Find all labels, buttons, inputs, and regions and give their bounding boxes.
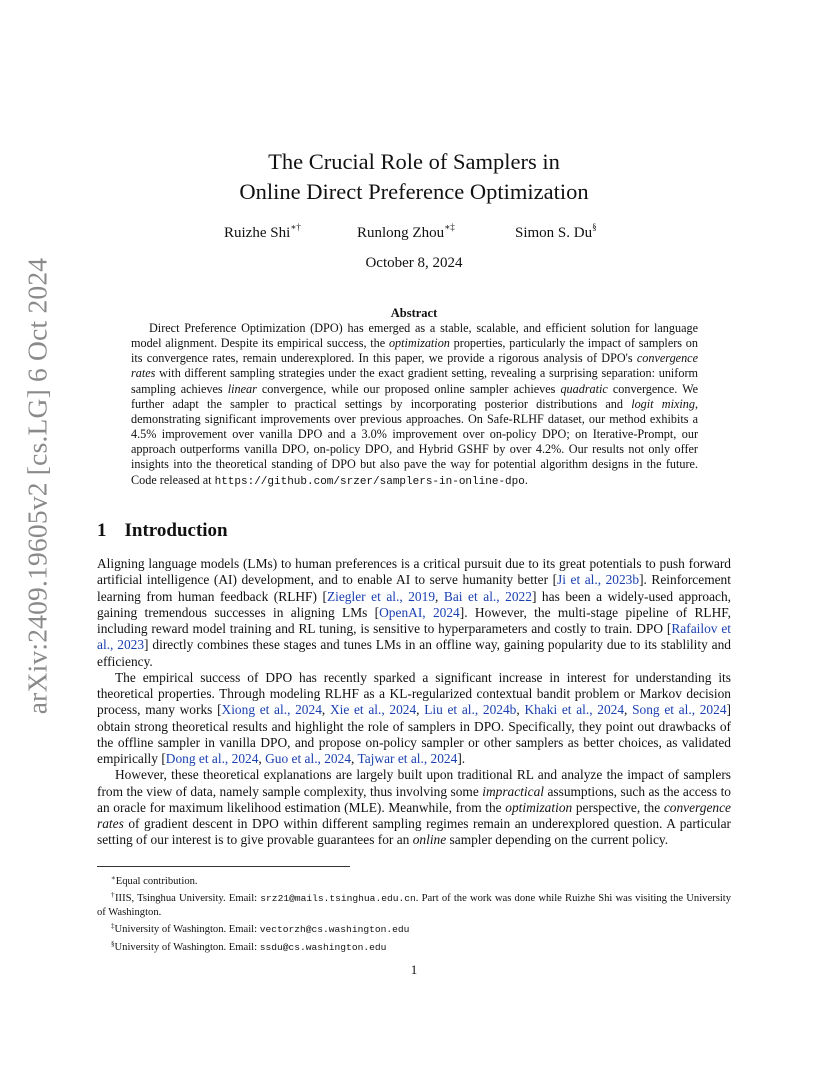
abstract-emph: convergence rates: [131, 351, 698, 381]
abstract-heading: Abstract: [390, 306, 438, 320]
citation-link[interactable]: Guo et al., 2024: [265, 751, 352, 766]
paper-date: October 8, 2024: [365, 255, 463, 271]
abstract-text: [131, 321, 698, 490]
citation-link[interactable]: Khaki et al., 2024: [524, 702, 625, 718]
text-seg: perspective, the: [572, 799, 664, 815]
text-seg: ]. Reinforcement learning from human feedback (RLHF) [: [97, 572, 731, 604]
footnote-email[interactable]: ssdu@cs.washington.edu: [259, 941, 387, 953]
footnote-email[interactable]: srz21@mails.tsinghua.edu.cn: [260, 893, 416, 905]
title-line-1: The Crucial Role of Samplers in: [268, 149, 560, 174]
text-seg: ] obtain strong theoretical results and highlight the role of samplers in DPO. Specifically, they point out drawbacks of the offline sampler in vanilla DPO, and propose on-policy sampler or other samplers as better choices, as validated empirically [: [97, 702, 731, 766]
abstract-seg: Direct Preference Optimization (DPO) has emerged as a stable, scalable, and efficient solution for language model alignment. Despite its empirical success, the: [131, 321, 698, 351]
text-seg: ,: [351, 751, 358, 766]
citation-link[interactable]: Ji et al., 2023b: [557, 572, 640, 588]
text-seg: ].: [457, 751, 466, 766]
abstract-seg: convergence. We further adapt the sampler to practical settings by incorporating posterior distributions and: [131, 381, 699, 411]
text-seg: ] has been a widely-used approach, gaining tremendous successes in aligning LMs [: [97, 588, 732, 620]
footnote-author-2: [97, 920, 731, 936]
text-seg: ,: [258, 751, 266, 766]
text-seg: ] directly combines these stages and tunes LMs in an offline way, gaining popularity due to its stablility and efficiency.: [97, 637, 732, 669]
author-1-name: Ruizhe Shi: [224, 225, 291, 241]
page-number: 1: [410, 962, 418, 977]
citation-link[interactable]: Song et al., 2024: [632, 702, 727, 718]
emph-text: online: [412, 832, 447, 848]
footnote-text: . Part of the work was done while Ruizhe Shi was visiting the University of Washington.: [97, 893, 731, 918]
emph-text: convergence rates: [97, 799, 731, 831]
section-heading-introduction: [97, 520, 228, 542]
text-seg: ,: [435, 588, 444, 604]
abstract-emph: linear: [227, 381, 257, 396]
citation-link[interactable]: Rafailov et al., 2023: [97, 621, 731, 653]
author-1-marks: ∗†: [290, 222, 301, 232]
footnote-text: Equal contribution.: [115, 876, 198, 887]
citation-link[interactable]: Bai et al., 2022: [443, 588, 532, 604]
section-number: 1: [97, 520, 107, 541]
emph-text: impractical: [482, 783, 544, 799]
intro-paragraph-2: [97, 670, 731, 768]
abstract-emph: quadratic: [560, 381, 608, 396]
citation-link[interactable]: Xiong et al., 2024: [221, 702, 322, 718]
emph-text: optimization: [505, 799, 573, 815]
citation-link[interactable]: Ziegler et al., 2019: [326, 588, 436, 604]
abstract-emph: optimization: [388, 336, 450, 351]
text-seg: of gradient descent in DPO within different sampling regimes remain an underexplored question. A particular setting of our interest is to give provable guarantees for an: [97, 816, 731, 848]
author-3-marks: §: [592, 222, 597, 232]
section-title: Introduction: [124, 520, 228, 541]
footnote-mark: †: [111, 891, 116, 900]
text-seg: Aligning language models (LMs) to human preferences is a critical pursuit due to its great potentials to push forward artificial intelligence (AI) development, and to enable AI to serve humanity better [: [97, 556, 731, 588]
author-2-name: Runlong Zhou: [357, 225, 445, 241]
intro-paragraph-1: [97, 556, 731, 670]
text-seg: ,: [516, 702, 525, 718]
citation-link[interactable]: Tajwar et al., 2024: [357, 751, 458, 766]
arxiv-identifier-stamp: [21, 257, 52, 715]
author-3: [515, 222, 597, 242]
footnote-mark: ‡: [111, 922, 115, 931]
citation-link[interactable]: Dong et al., 2024: [165, 751, 259, 766]
text-seg: ,: [321, 702, 330, 718]
footnote-email[interactable]: vectorzh@cs.washington.edu: [259, 924, 410, 936]
footnote-text: University of Washington. Email:: [114, 941, 260, 953]
abstract-seg: .: [524, 472, 528, 487]
paper-title: [0, 147, 828, 207]
text-seg: assumptions, such as the access to an oracle for maximum likelihood estimation (MLE). Meanwhile, from the: [97, 783, 731, 815]
abstract-seg: convergence, while our proposed online sampler achieves: [256, 381, 561, 396]
author-2: [357, 222, 455, 242]
footnote-text: University of Washington. Email:: [114, 924, 260, 936]
text-seg: The empirical success of DPO has recently sparked a significant increase in interest for understanding its theoretical properties. Through modeling RLHF as a KL-regularized contextual bandit problem or Markov decision process, many works [: [97, 669, 731, 718]
footnote-mark: ∗: [111, 874, 116, 882]
footnote-author-3: [97, 938, 731, 954]
arxiv-id-text: arXiv:2409.19605v2 [cs.LG] 6 Oct 2024: [21, 257, 52, 715]
citation-link[interactable]: Xie et al., 2024: [329, 702, 417, 718]
author-1: [224, 222, 301, 242]
footnote-divider: [97, 866, 350, 867]
intro-paragraph-3: [97, 767, 731, 848]
title-line-2: Online Direct Preference Optimization: [239, 179, 589, 204]
footnotes: [97, 872, 731, 955]
footnote-equal-contribution: [97, 872, 731, 888]
footnote-text: IIIS, Tsinghua University. Email:: [115, 893, 261, 905]
text-seg: sampler depending on the current policy.: [446, 832, 669, 848]
footnote-author-1: [97, 889, 731, 919]
abstract-seg: with different sampling strategies under the exact gradient setting, revealing a surprising separation: uniform sampling achieves: [131, 366, 698, 396]
text-seg: ,: [416, 702, 425, 718]
abstract-seg: , demonstrating significant improvements over previous approaches. On Safe-RLHF dataset, our method exhibits a 4.5% improvement over vanilla DPO and a 3.0% improvement over on-policy DPO; on Iterative-Prompt, our approach outperforms vanilla DPO, on-policy DPO, and Hybrid GSHF by over 4.2%. Our results not only offer insights into the theoretical standing of DPO but also pave the way for potential algorithm designs in the future. Code released at: [131, 396, 698, 487]
footnote-mark: §: [111, 939, 115, 948]
citation-link[interactable]: OpenAI, 2024: [379, 604, 460, 620]
abstract-seg: properties, particularly the impact of samplers on its convergence rates, remain underexplored. In this paper, we provide a rigorous analysis of DPO's: [131, 336, 698, 366]
author-2-marks: ∗‡: [444, 222, 455, 232]
text-seg: ,: [624, 702, 633, 718]
author-3-name: Simon S. Du: [515, 225, 593, 241]
citation-link[interactable]: Liu et al., 2024b: [424, 702, 517, 718]
code-url-link[interactable]: https://github.com/srzer/samplers-in-online-dpo: [214, 475, 525, 488]
abstract-emph: logit mixing: [631, 396, 695, 411]
text-seg: ]. However, the multi-stage pipeline of RLHF, including reward model training and RL tuning, is sensitive to hyperparameters and costly to train. DPO [: [97, 604, 731, 636]
introduction-body: [97, 556, 731, 849]
text-seg: However, these theoretical explanations are largely built upon traditional RL and analyze the impact of samplers from the view of data, namely sample complexity, thus involving some: [97, 767, 731, 799]
